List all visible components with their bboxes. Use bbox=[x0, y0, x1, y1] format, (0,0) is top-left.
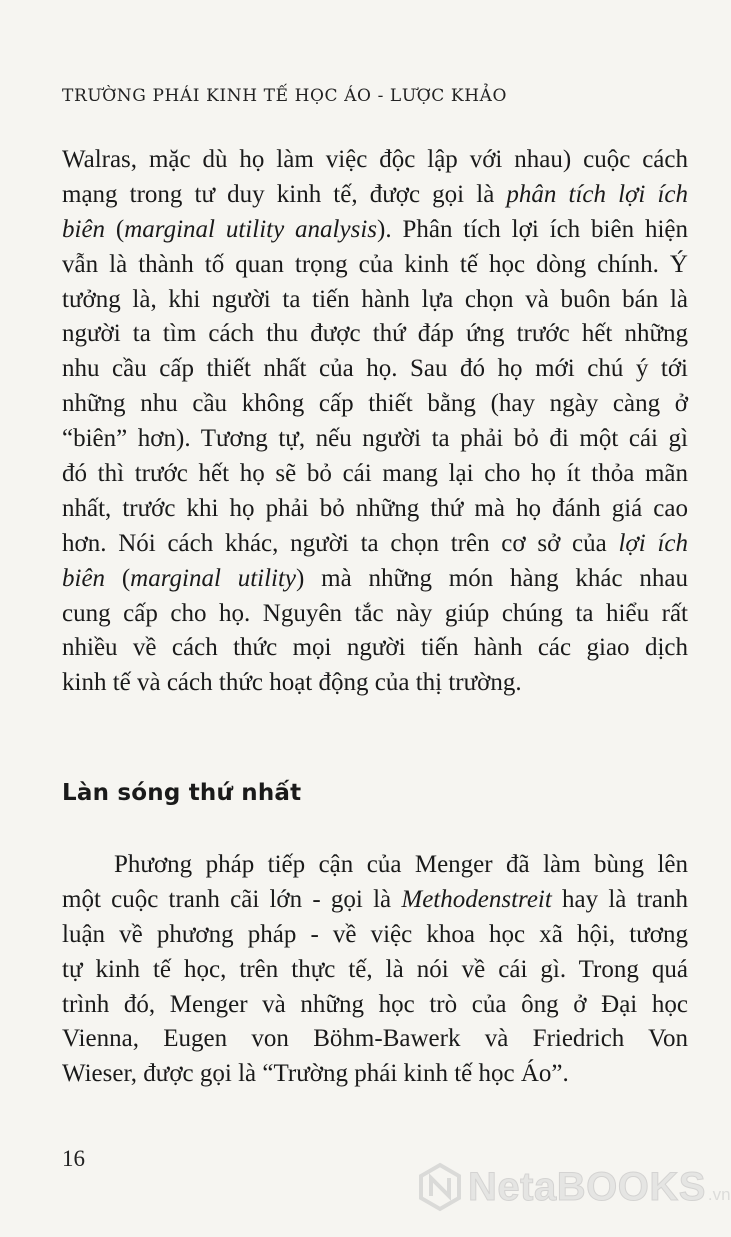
text-run: người ta tìm cách thu được thứ đáp ứng trước hết những bbox=[62, 320, 688, 348]
netabooks-logo-icon bbox=[418, 1163, 462, 1211]
paragraph-2 bbox=[62, 848, 688, 1092]
text-line bbox=[62, 848, 688, 883]
text-line bbox=[62, 387, 688, 422]
text-run: nhu cầu cấp thiết nhất của họ. Sau đó họ mới chú ý tới bbox=[62, 355, 688, 383]
text-run: Phương pháp tiếp cận của Menger đã làm bùng lên bbox=[114, 851, 688, 878]
text-line bbox=[62, 422, 688, 457]
text-line bbox=[62, 666, 688, 701]
text-run: Wieser, được gọi là “Trường phái kinh tế học Áo”. bbox=[62, 1060, 569, 1088]
text-run: nhiều về cách thức mọi người tiến hành các giao dịch bbox=[62, 634, 688, 662]
text-run: những nhu cầu không cấp thiết bằng (hay ngày càng ở bbox=[62, 390, 688, 418]
text-run: luận về phương pháp - về việc khoa học xã hội, tương bbox=[62, 920, 688, 948]
text-run: nhất, trước khi họ phải bỏ những thứ mà họ đánh giá cao bbox=[62, 494, 688, 522]
section-heading: Làn sóng thứ nhất bbox=[62, 780, 302, 806]
italic-term: phân tích lợi ích bbox=[506, 180, 689, 208]
text-line bbox=[62, 143, 688, 178]
text-line bbox=[62, 631, 688, 666]
text-run: cung cấp cho họ. Nguyên tắc này giúp chúng ta hiểu rất bbox=[62, 599, 688, 627]
text-run: Vienna, Eugen von Böhm-Bawerk và Friedrich Von bbox=[62, 1025, 688, 1053]
text-run: ) mà những món hàng khác nhau bbox=[296, 564, 689, 592]
text-line bbox=[62, 883, 688, 918]
text-run: hơn. Nói cách khác, người ta chọn trên cơ sở của bbox=[62, 529, 619, 557]
text-line bbox=[62, 352, 688, 387]
text-run: Walras, mặc dù họ làm việc độc lập với nhau) cuộc cách bbox=[62, 146, 688, 173]
watermark bbox=[418, 1163, 731, 1211]
paragraph-1 bbox=[62, 143, 688, 701]
text-run: tưởng là, khi người ta tiến hành lựa chọn và buôn bán là bbox=[62, 285, 688, 313]
text-run: ( bbox=[105, 215, 125, 243]
text-line bbox=[62, 457, 688, 492]
italic-term: biên bbox=[62, 564, 106, 592]
text-run: đó thì trước hết họ sẽ bỏ cái mang lại cho họ ít thỏa mãn bbox=[62, 460, 688, 488]
text-run: hay là tranh bbox=[551, 885, 688, 913]
italic-term: lợi ích bbox=[618, 529, 688, 557]
italic-term: biên bbox=[62, 215, 106, 243]
text-line bbox=[62, 562, 688, 597]
text-line bbox=[62, 527, 688, 562]
text-line bbox=[62, 248, 688, 283]
text-run: tự kinh tế học, trên thực tế, là nói về cái gì. Trong quá bbox=[62, 955, 688, 983]
text-line bbox=[62, 597, 688, 632]
text-line bbox=[62, 492, 688, 527]
text-run: một cuộc tranh cãi lớn - gọi là bbox=[62, 885, 402, 913]
italic-term: marginal utility analysis bbox=[124, 215, 377, 243]
text-run: trình đó, Menger và những học trò của ông ở Đại học bbox=[62, 990, 688, 1018]
text-run: “biên” hơn). Tương tự, nếu người ta phải bỏ đi một cái gì bbox=[62, 425, 688, 453]
italic-term: marginal utility bbox=[130, 564, 297, 592]
italic-term: Methodenstreit bbox=[401, 885, 552, 913]
text-run: mạng trong tư duy kinh tế, được gọi là bbox=[62, 180, 507, 208]
text-line bbox=[62, 1022, 688, 1057]
text-line bbox=[62, 317, 688, 352]
text-run: ). Phân tích lợi ích biên hiện bbox=[377, 215, 688, 243]
text-line bbox=[62, 988, 688, 1023]
page-number: 16 bbox=[62, 1146, 85, 1171]
text-line bbox=[62, 953, 688, 988]
text-line bbox=[62, 178, 688, 213]
text-line bbox=[62, 213, 688, 248]
watermark-suffix: .vn bbox=[707, 1185, 731, 1204]
text-line bbox=[62, 283, 688, 318]
running-head: TRƯỜNG PHÁI KINH TẾ HỌC ÁO - LƯỢC KHẢO bbox=[62, 86, 508, 106]
watermark-brand: NetaBOOKS bbox=[468, 1164, 706, 1209]
text-run: vẫn là thành tố quan trọng của kinh tế học dòng chính. Ý bbox=[62, 250, 688, 278]
text-line bbox=[62, 918, 688, 953]
text-line bbox=[62, 1057, 688, 1092]
text-run: ( bbox=[105, 564, 131, 592]
text-run: kinh tế và cách thức hoạt động của thị trường. bbox=[62, 669, 522, 697]
